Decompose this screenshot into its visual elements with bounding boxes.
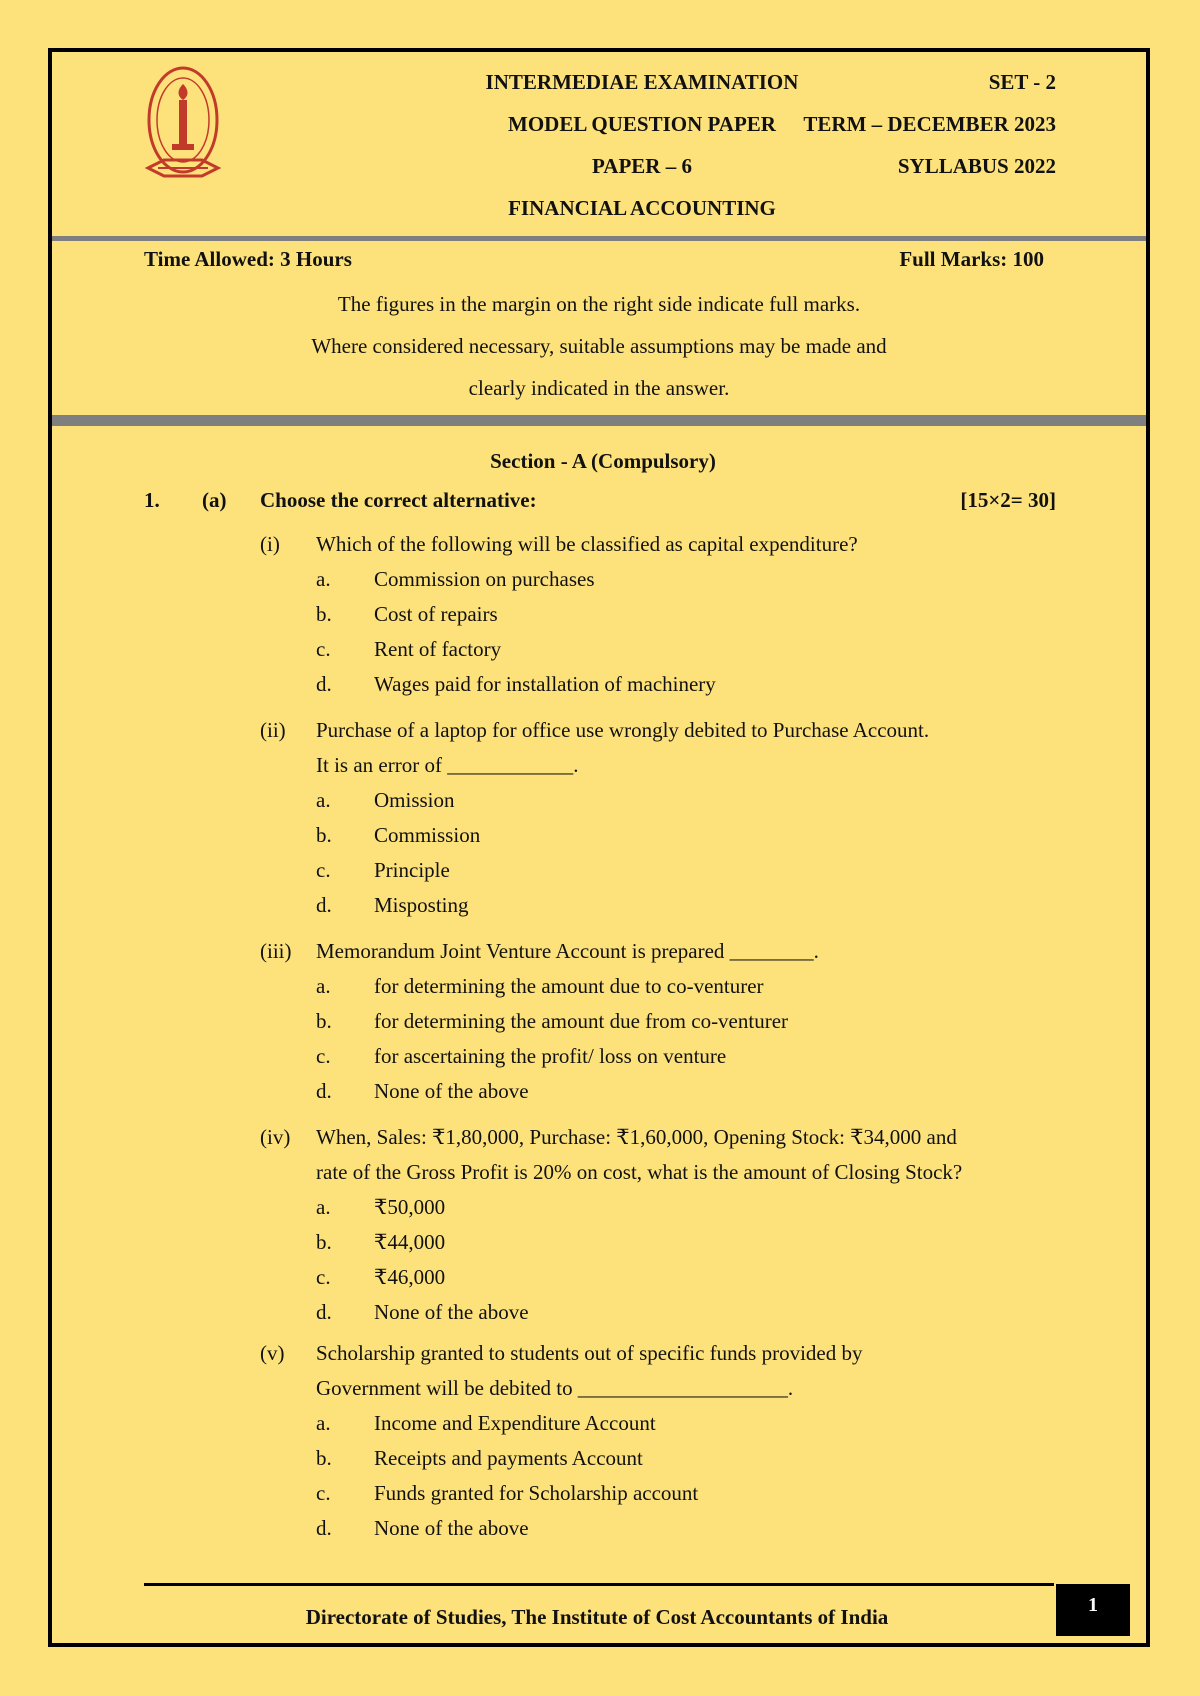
- option-text: Wages paid for installation of machinery: [374, 672, 716, 696]
- option-text: None of the above: [374, 1300, 529, 1324]
- subquestion-number: (ii): [260, 718, 286, 742]
- question-part: (a): [202, 488, 227, 512]
- option-text: Commission on purchases: [374, 567, 595, 591]
- footer-divider: [144, 1583, 1054, 1586]
- footer-text: Directorate of Studies, The Institute of Cost Accountants of India: [305, 1605, 889, 1629]
- option-text: ₹50,000: [374, 1195, 446, 1219]
- section-title: Section - A (Compulsory): [490, 449, 716, 473]
- instruction-line: The figures in the margin on the right side indicate full marks.: [337, 292, 861, 316]
- subquestion-number: (iii): [260, 939, 292, 963]
- subquestion-text: Scholarship granted to students out of specific funds provided by: [316, 1341, 863, 1365]
- option-letter: b.: [316, 1230, 332, 1254]
- option-text: Cost of repairs: [374, 602, 498, 626]
- divider: [52, 415, 1146, 426]
- option-letter: c.: [316, 1044, 331, 1068]
- option-text: None of the above: [374, 1079, 529, 1103]
- option-letter: c.: [316, 1265, 331, 1289]
- option-text: for determining the amount due from co-venturer: [374, 1009, 789, 1033]
- option-text: Rent of factory: [374, 637, 502, 661]
- subquestion-text: Which of the following will be classified as capital expenditure?: [316, 532, 858, 556]
- option-text: Funds granted for Scholarship account: [374, 1481, 699, 1505]
- set-label: SET - 2: [988, 70, 1056, 94]
- option-letter: a.: [316, 567, 331, 591]
- page-number: 1: [1056, 1584, 1130, 1636]
- option-letter: d.: [316, 672, 332, 696]
- option-text: Principle: [374, 858, 450, 882]
- term-label: TERM – DECEMBER 2023: [803, 112, 1056, 136]
- option-letter: d.: [316, 1079, 332, 1103]
- question-number: 1.: [144, 488, 160, 512]
- model-paper-title: MODEL QUESTION PAPER: [508, 112, 776, 136]
- subquestion-number: (iv): [260, 1125, 291, 1149]
- option-text: Income and Expenditure Account: [374, 1411, 656, 1435]
- subquestion-number: (v): [260, 1341, 285, 1365]
- option-letter: b.: [316, 602, 332, 626]
- syllabus-label: SYLLABUS 2022: [897, 154, 1056, 178]
- option-letter: b.: [316, 1446, 332, 1470]
- subquestion-text: Purchase of a laptop for office use wrongly debited to Purchase Account.: [316, 718, 930, 742]
- subquestion-text: Government will be debited to ____________________.: [316, 1376, 794, 1400]
- option-letter: c.: [316, 637, 331, 661]
- option-text: ₹44,000: [374, 1230, 446, 1254]
- exam-title: INTERMEDIAE EXAMINATION: [485, 70, 799, 94]
- option-letter: d.: [316, 1300, 332, 1324]
- option-letter: b.: [316, 1009, 332, 1033]
- question-title: Choose the correct alternative:: [260, 488, 537, 512]
- option-text: Omission: [374, 788, 455, 812]
- page-frame: [48, 48, 1150, 1647]
- option-letter: d.: [316, 1516, 332, 1540]
- option-text: for determining the amount due to co-venturer: [374, 974, 764, 998]
- option-letter: a.: [316, 974, 331, 998]
- option-letter: c.: [316, 858, 331, 882]
- option-letter: a.: [316, 788, 331, 812]
- option-text: None of the above: [374, 1516, 529, 1540]
- option-letter: a.: [316, 1411, 331, 1435]
- subquestion-number: (i): [260, 532, 280, 556]
- option-text: for ascertaining the profit/ loss on venture: [374, 1044, 727, 1068]
- option-text: Commission: [374, 823, 481, 847]
- instruction-line: Where considered necessary, suitable assumptions may be made and: [311, 334, 887, 358]
- option-letter: b.: [316, 823, 332, 847]
- option-letter: d.: [316, 893, 332, 917]
- paper-number: PAPER – 6: [592, 154, 692, 178]
- full-marks: Full Marks: 100: [899, 247, 1044, 271]
- subquestion-text: rate of the Gross Profit is 20% on cost, what is the amount of Closing Stock?: [316, 1160, 963, 1184]
- subquestion-text: Memorandum Joint Venture Account is prepared ________.: [316, 939, 819, 963]
- subject-title: FINANCIAL ACCOUNTING: [508, 196, 776, 220]
- subquestion-text: When, Sales: ₹1,80,000, Purchase: ₹1,60,000, Opening Stock: ₹34,000 and: [316, 1125, 957, 1149]
- instruction-line: clearly indicated in the answer.: [468, 376, 730, 400]
- institute-logo-icon: [144, 64, 222, 186]
- option-text: Receipts and payments Account: [374, 1446, 643, 1470]
- divider: [52, 236, 1146, 241]
- header: [52, 52, 1146, 238]
- time-allowed: Time Allowed: 3 Hours: [144, 247, 352, 271]
- subquestion-text: It is an error of ____________.: [316, 753, 579, 777]
- option-text: Misposting: [374, 893, 469, 917]
- option-letter: c.: [316, 1481, 331, 1505]
- question-marks: [15×2= 30]: [960, 488, 1056, 512]
- option-text: ₹46,000: [374, 1265, 446, 1289]
- option-letter: a.: [316, 1195, 331, 1219]
